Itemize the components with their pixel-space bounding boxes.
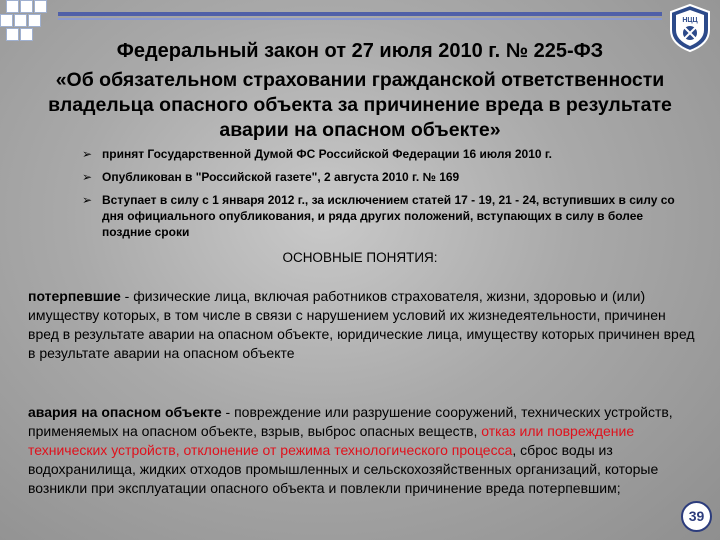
bullet-text: Вступает в силу с 1 января 2012 г., за исключением статей 17 - 19, 21 - 24, вступивших в силу со дня официального опубликования, и ряда других положений, вступающих в силу в более поздние сроки: [102, 193, 675, 239]
list-item: [82, 146, 694, 162]
definition-text: - повреждение или разрушение сооружений, технических устройств, применяемых на опасном объекте, взрыв, выброс опасных веществ,: [28, 404, 673, 439]
law-subtitle-line: «Об обязательном страховании гражданской ответственности: [55, 69, 665, 91]
definition-text: - физические лица, включая работников страхователя, жизни, здоровью и (или) имуществу которых, в том числе в связи с нарушением условий их жизнедеятельности, причинен вред в результате аварии на опасном объекте, юридические лица, имуществу которых причинен вред в результате аварии на опасном объекте: [28, 288, 695, 361]
law-title: Федеральный закон от 27 июля 2010 г. № 225-ФЗ: [116, 40, 604, 62]
law-subtitle: [20, 68, 700, 143]
arrow-bullet-icon: ➢: [82, 170, 93, 184]
arrow-bullet-icon: ➢: [82, 193, 93, 207]
law-subtitle-line: владельца опасного объекта за причинение вреда в результате: [48, 94, 672, 116]
list-item: [82, 192, 694, 240]
logo-text: НЦЦ: [682, 17, 698, 24]
definition-accident: [28, 403, 698, 498]
bullet-list: [82, 146, 694, 247]
corner-decoration: [0, 0, 80, 45]
bullet-text: принят Государственной Думой ФС Российской Федерации 16 июля 2010 г.: [102, 147, 552, 161]
section-title: ОСНОВНЫЕ ПОНЯТИЯ:: [282, 250, 438, 265]
definition-term: авария на опасном объекте: [28, 404, 222, 420]
definition-term: потерпевшие: [28, 288, 121, 304]
bullet-text: Опубликован в "Российской газете", 2 августа 2010 г. № 169: [102, 170, 460, 184]
law-subtitle-line: аварии на опасном объекте»: [219, 119, 501, 141]
arrow-bullet-icon: ➢: [82, 147, 93, 161]
definition-text: , сброс воды из водохранилища, жидких отходов промышленных и сельскохозяйственных организаций, которые возникли при эксплуатации опасного объекта и повлекли причинение вреда потерпевшим;: [28, 442, 659, 496]
top-rule: [58, 12, 662, 16]
top-rule-thin: [58, 18, 662, 20]
list-item: [82, 169, 694, 185]
page-number-badge: 39: [681, 501, 712, 532]
definition-victims: [28, 287, 698, 363]
definition-highlight: отказ или повреждение технических устройств, отклонение от режима технологического процесса: [28, 423, 635, 458]
